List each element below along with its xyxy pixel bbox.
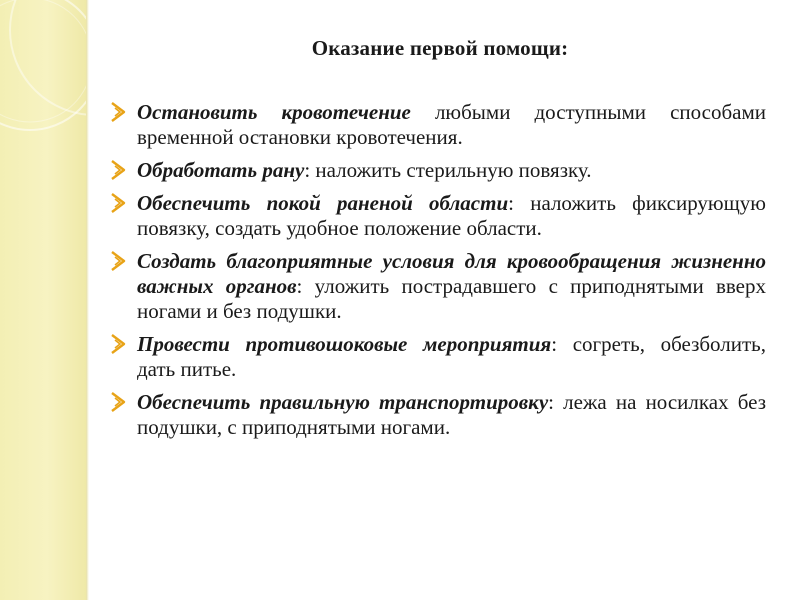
list-item [110, 332, 766, 382]
item-text: любыми доступными способами временной остановки кровотечения. [137, 100, 767, 149]
arrow-bullet-icon [110, 192, 128, 214]
decorative-circles-icon [0, 0, 86, 600]
list-item [110, 100, 766, 150]
item-lead: Создать благоприятные условия для кровообращения жизненно важных органов [137, 249, 766, 298]
item-lead: Обеспечить правильную транспортировку [137, 390, 549, 414]
item-text: : наложить фиксирующую повязку, создать удобное положение области. [137, 191, 766, 240]
item-lead: Остановить кровотечение [137, 100, 411, 124]
decorative-side-panel [0, 0, 86, 600]
arrow-bullet-icon [110, 159, 128, 181]
arrow-bullet-icon [110, 391, 128, 413]
item-text: : наложить стерильную повязку. [304, 158, 592, 182]
item-text: : лежа на носилках без подушки, с приподнятыми ногами. [137, 390, 766, 439]
list-item [110, 158, 766, 183]
first-aid-list [110, 100, 766, 448]
item-lead: Провести противошоковые мероприятия [137, 332, 552, 356]
item-lead: Обработать рану [137, 158, 305, 182]
side-panel-edge [86, 0, 89, 600]
arrow-bullet-icon [110, 250, 128, 272]
arrow-bullet-icon [110, 101, 128, 123]
arrow-bullet-icon [110, 333, 128, 355]
item-text: : уложить пострадавшего с приподнятыми вверх ногами и без подушки. [137, 274, 766, 323]
list-item [110, 249, 766, 324]
slide-title: Оказание первой помощи: [311, 36, 569, 60]
list-item [110, 191, 766, 241]
item-text: : согреть, обезболить, дать питье. [137, 332, 766, 381]
item-lead: Обеспечить покой раненой области [137, 191, 509, 215]
list-item [110, 390, 766, 440]
